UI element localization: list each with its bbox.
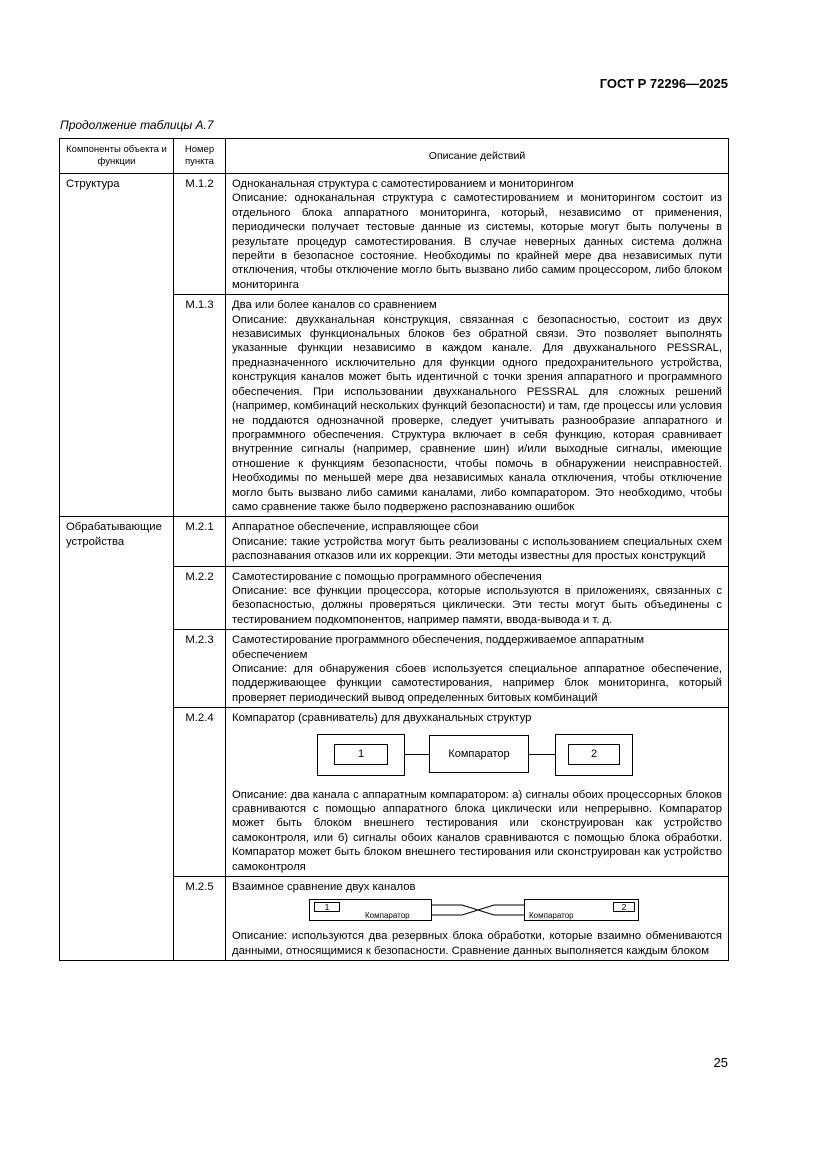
item-text: Описание: одноканальная структура с самотестированием и мониторингом состоит из отдельного блока аппаратного мониторинга, который, независимо от применения, периодически получает тестовые данные из системы, которые могут быть получены в результате процедур самотестирования. В случае неверных данных система должна перейти в безопасное состояние. Необходимы по крайней мере два независимых пути отключения, чтобы отключение могло быть вызвано либо самим процессором, либо блоком мониторинга xyxy=(232,192,722,291)
description-cell xyxy=(226,517,729,566)
header-number: Номер пункта xyxy=(174,139,226,174)
item-title: Аппаратное обеспечение, исправляющее сбои xyxy=(232,521,479,534)
actions-table xyxy=(59,138,729,961)
component-cell-processing: Обрабатывающие устройства xyxy=(60,517,174,961)
standard-designation: ГОСТ Р 72296—2025 xyxy=(599,76,728,91)
connector-line xyxy=(529,754,555,755)
description-cell xyxy=(226,630,729,708)
description-cell xyxy=(226,708,729,877)
item-title: Два или более каналов со сравнением xyxy=(232,299,437,312)
comparator-label: Компаратор xyxy=(365,911,410,921)
description-cell xyxy=(226,295,729,517)
cross-link-lines xyxy=(432,899,524,921)
table-header-row xyxy=(60,139,729,174)
table-continuation-caption: Продолжение таблицы А.7 xyxy=(60,118,214,132)
item-text: Описание: для обнаружения сбоев используется специальное аппаратное обеспечение, поддерживающее функции самотестирования, например блок мониторинга, который проверяет периодический вывод определенных битовых комбинаций xyxy=(232,663,722,704)
channel-1-label: 1 xyxy=(314,902,340,912)
comparator-diagram xyxy=(232,730,722,782)
table-row xyxy=(60,174,729,295)
description-cell xyxy=(226,566,729,630)
channel-1-block xyxy=(317,734,405,776)
item-text: Описание: два канала с аппаратным компаратором: а) сигналы обоих процессорных блоков сравниваются с помощью аппаратного блока циклически или непрерывно. Компаратор может быть блоком внешнего тестирования или сконструирован как устройство самоконтроля, или б) сигналы обоих каналов сравниваются с помощью блока обработки. Компаратор может быть блоком внешнего тестирования или сконструирован как устройство самоконтроля xyxy=(232,788,722,873)
component-cell-structure: Структура xyxy=(60,174,174,517)
channel-1-label: 1 xyxy=(334,744,388,765)
item-number: М.2.5 xyxy=(174,877,226,961)
item-text: Описание: такие устройства могут быть реализованы с использованием специальных схем распознавания отказов или их коррекции. Эти методы известны для простых конструкций xyxy=(232,535,722,563)
mutual-comparison-diagram xyxy=(232,897,722,923)
item-text: Описание: двухканальная конструкция, связанная с безопасностью, состоит из двух независимых функциональных блоков без обратной связи. Это позволяет выполнять указанные функции независимо в каждом канале. Для двухканального PESSRAL, предназначенного исключительно для функции одного предохранительного устройства, конструкция каналов может быть идентичной с точки зрения аппаратного и программного обеспечения. При использовании двухканального PESSRAL для сложных решений (например, комбинаций нескольких функций безопасности) и там, где процессы или условия не поддаются однозначной проверке, следует учитывать разнообразие аппаратного и программного обеспечения. Структура включает в себя функцию, которая сравнивает внутренние сигналы (например, сравнение шин) и/или выходные сигналы, имеющие отношение к функциям безопасности, чтобы помочь в обнаружении неисправностей. Необходимы по меньшей мере два независимых канала отключения, чтобы отключение могло быть вызвано либо самими каналами, либо компаратором. Это необходимо, чтобы само сравнение также было подвержено распознаванию ошибок xyxy=(232,313,722,513)
channel-1-block xyxy=(309,899,432,921)
item-title: Самотестирование с помощью программного обеспечения xyxy=(232,570,542,583)
header-component: Компоненты объекта и функции xyxy=(60,139,174,174)
item-number: М.2.2 xyxy=(174,566,226,630)
connector-line xyxy=(405,754,429,755)
channel-2-label: 2 xyxy=(613,902,635,912)
channel-2-label: 2 xyxy=(568,744,620,765)
item-number: М.2.4 xyxy=(174,708,226,877)
comparator-label: Компаратор xyxy=(529,911,574,921)
header-description: Описание действий xyxy=(226,139,729,174)
item-number: М.1.3 xyxy=(174,295,226,517)
channel-2-block xyxy=(555,734,633,776)
table-row xyxy=(60,517,729,566)
description-cell xyxy=(226,877,729,961)
item-number: М.2.3 xyxy=(174,630,226,708)
description-cell xyxy=(226,174,729,295)
item-number: М.1.2 xyxy=(174,174,226,295)
item-title: Одноканальная структура с самотестированием и мониторингом xyxy=(232,178,574,190)
page-number: 25 xyxy=(713,1055,728,1070)
item-text: Описание: используются два резервных блока обработки, которые взаимно обмениваются данными, относящимися к безопасности. Сравнение данных выполняется каждым блоком xyxy=(232,930,722,957)
item-title: Компаратор (сравниватель) для двухканальных структур xyxy=(232,712,532,725)
item-number: М.2.1 xyxy=(174,517,226,566)
comparator-block: Компаратор xyxy=(429,735,529,773)
channel-2-block xyxy=(524,899,639,921)
item-title: Взаимное сравнение двух каналов xyxy=(232,881,416,894)
item-title: Самотестирование программного обеспечения, поддерживаемое аппаратным обеспечением xyxy=(232,634,645,661)
item-text: Описание: все функции процессора, которые используются в приложениях, связанных с безопасностью, должны проверяться циклически. Эти тесты могут быть объединены с тестированием подкомпонентов, например памяти, ввода-вывода и т. д. xyxy=(232,584,722,626)
